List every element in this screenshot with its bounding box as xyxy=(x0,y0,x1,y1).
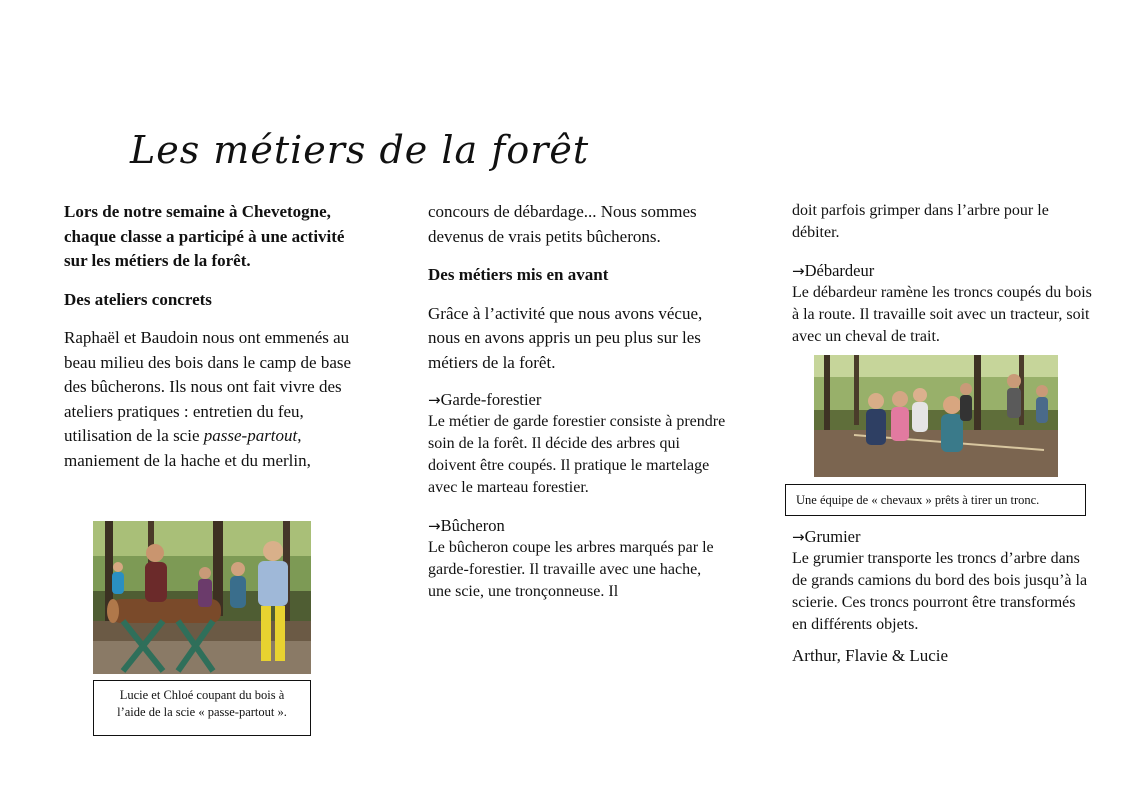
continuation-text: doit parfois grimper dans l’arbre pour le débiter. xyxy=(792,202,1049,241)
job-description: Le métier de garde forestier consiste à prendre soin de la forêt. Il décide des arbres qui doivent être coupés. Il pratique le martelage avec le marteau forestier. xyxy=(428,413,726,496)
page-title: Les métiers de la forêt xyxy=(130,128,590,172)
job-debardeur xyxy=(792,260,1092,348)
metiers-intro: Grâce à l’activité que nous avons vécue, nous en avons appris un peu plus sur les métiers de la forêt. xyxy=(428,303,703,372)
column-1 xyxy=(64,200,364,487)
column-3 xyxy=(792,200,1092,364)
arrow-icon: → xyxy=(792,528,805,546)
ateliers-text-b: , maniement de la hache et du merlin, xyxy=(64,426,311,470)
job-grumier xyxy=(792,526,1092,636)
intro-paragraph: Lors de notre semaine à Chevetogne, chaque classe a participé à une activité sur les métiers de la forêt. xyxy=(64,202,345,270)
ateliers-text-a: Raphaël et Baudoin nous ont emmenés au beau milieu des bois dans le camp de base des bûcherons. Ils nous ont fait vivre des ateliers pratiques : entretien du feu, utilisation de la scie xyxy=(64,328,352,445)
column-2 xyxy=(428,200,728,619)
job-bucheron xyxy=(428,515,728,603)
column-3-bottom xyxy=(792,526,1092,683)
arrow-icon: → xyxy=(792,262,805,280)
arrow-icon: → xyxy=(428,517,441,535)
section-heading-ateliers: Des ateliers concrets xyxy=(64,289,212,309)
job-garde-forestier xyxy=(428,389,728,499)
continuation-text: concours de débardage... Nous sommes devenus de vrais petits bûcherons. xyxy=(428,202,697,246)
job-name: Débardeur xyxy=(804,261,875,280)
section-heading-metiers: Des métiers mis en avant xyxy=(428,265,609,284)
job-description: Le grumier transporte les troncs d’arbre dans de grands camions du bord des bois jusqu’à la scierie. Ces troncs pourront être transformés en différents objets. xyxy=(792,550,1088,633)
photo-team-chevaux xyxy=(814,355,1058,477)
photo-caption-1: Lucie et Chloé coupant du bois à l’aide de la scie « passe-partout ». xyxy=(93,680,311,736)
job-description: Le débardeur ramène les troncs coupés du bois à la route. Il travaille soit avec un tracteur, soit avec un cheval de trait. xyxy=(792,284,1092,345)
ateliers-text-italic: passe-partout xyxy=(203,426,298,445)
authors: Arthur, Flavie & Lucie xyxy=(792,646,949,665)
job-name: Bûcheron xyxy=(440,516,505,535)
job-name: Grumier xyxy=(804,527,861,546)
arrow-icon: → xyxy=(428,391,441,409)
photo-caption-2: Une équipe de « chevaux » prêts à tirer un tronc. xyxy=(785,484,1086,516)
photo-sawing-log xyxy=(93,521,311,674)
job-description: Le bûcheron coupe les arbres marqués par le garde-forestier. Il travaille avec une hache, une scie, une tronçonneuse. Il xyxy=(428,539,714,600)
ateliers-paragraph xyxy=(64,326,364,473)
job-name: Garde-forestier xyxy=(440,390,542,409)
